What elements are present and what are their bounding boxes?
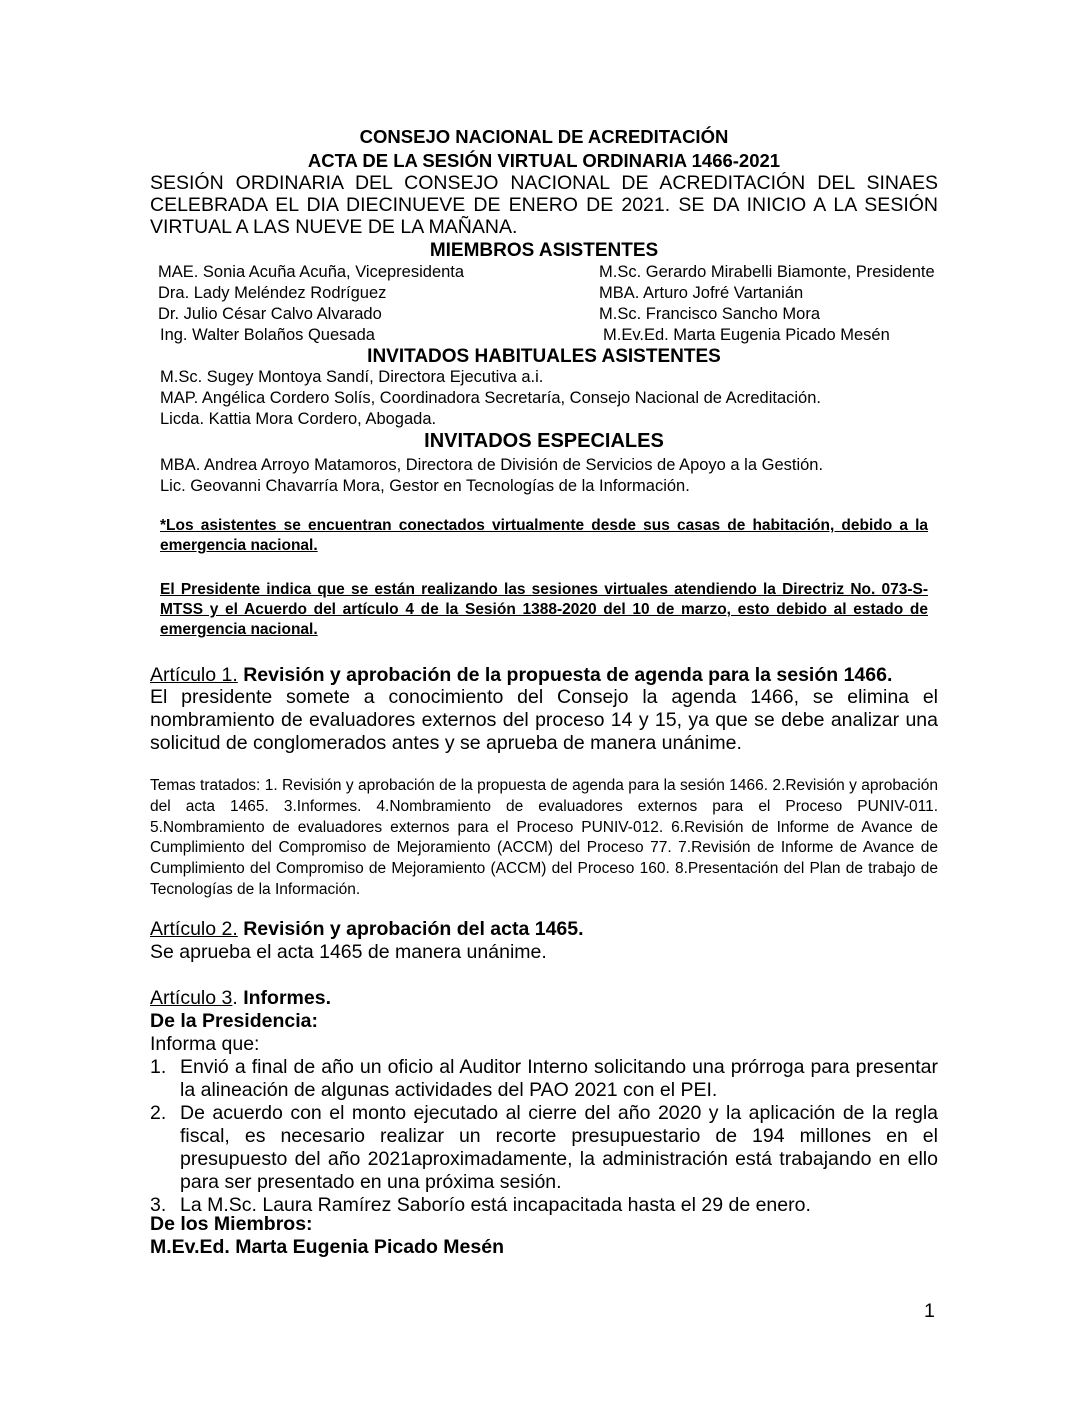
article-2-heading (150, 918, 584, 941)
list-item: 3. La M.Sc. Laura Ramírez Saborío está incapacitada hasta el 29 de enero. (150, 1194, 811, 1216)
members-reports-heading: De los Miembros: (150, 1213, 313, 1235)
list-item: 1. Envió a final de año un oficio al Auditor Interno solicitando una prórroga para presentar la alineación de algunas actividades del PAO 2021 con el PEI. (150, 1056, 938, 1101)
article-2-label: Artículo 2. (150, 918, 238, 940)
member-report-name: M.Ev.Ed. Marta Eugenia Picado Mesén (150, 1236, 504, 1258)
council-title: CONSEJO NACIONAL DE ACREDITACIÓN (359, 126, 729, 147)
member-left-2: Dra. Lady Meléndez Rodríguez (158, 284, 387, 302)
article-3-heading (150, 987, 331, 1010)
session-title: ACTA DE LA SESIÓN VIRTUAL ORDINARIA 1466-2021 (307, 150, 781, 171)
list-item: 2. De acuerdo con el monto ejecutado al cierre del año 2020 y la aplicación de la regla fiscal, es necesario realizar un recorte presupuestario de 194 millones en el presupuesto del año 2021aproximadamente, la administración está trabajando en ello para ser presentado en una próxima sesión. (150, 1102, 938, 1193)
member-right-2: MBA. Arturo Jofré Vartanián (599, 284, 804, 302)
article-1-title: Revisión y aprobación de la propuesta de agenda para la sesión 1466. (243, 664, 893, 686)
article-2-body: Se aprueba el acta 1465 de manera unánime. (150, 941, 547, 963)
member-right-3: M.Sc. Francisco Sancho Mora (599, 305, 820, 323)
article-2-title: Revisión y aprobación del acta 1465. (243, 918, 584, 940)
member-left-1: MAE. Sonia Acuña Acuña, Vicepresidenta (158, 263, 465, 281)
habitual-guest-3: Licda. Kattia Mora Cordero, Abogada. (160, 410, 437, 428)
habitual-guest-1: M.Sc. Sugey Montoya Sandí, Directora Ejecutiva a.i. (160, 368, 544, 386)
presidency-report-list (150, 1056, 938, 1217)
member-right-1: M.Sc. Gerardo Mirabelli Biamonte, Presidente (599, 263, 935, 281)
article-3-title: Informes. (243, 987, 331, 1009)
article-3-label: Artículo 3 (150, 987, 233, 1009)
article-3-separator: . (232, 987, 244, 1009)
informs-label: Informa que: (150, 1033, 260, 1055)
members-heading: MIEMBROS ASISTENTES (429, 240, 659, 261)
article-1-label: Artículo 1. (150, 664, 238, 686)
session-intro: SESIÓN ORDINARIA DEL CONSEJO NACIONAL DE ACREDITACIÓN DEL SINAES CELEBRADA EL DIA DIECINUEVE DE ENERO DE 2021. SE DA INICIO A LA SESIÓN VIRTUAL A LAS NUEVE DE LA MAÑANA. (150, 172, 938, 238)
topics-treated: Temas tratados: 1. Revisión y aprobación de la propuesta de agenda para la sesión 1466. 2.Revisión y aprobación del acta 1465. 3.Informes. 4.Nombramiento de evaluadores externos para el Proceso PUNIV-011. 5.Nombramiento de evaluadores externos para el Proceso PUNIV-012. 6.Revisión de Informe de Avance de Cumplimiento del Compromiso de Mejoramiento (ACCM) del Proceso 77. 7.Revisión de Informe de Avance de Cumplimiento del Compromiso de Mejoramiento (ACCM) del Proceso 160. 8.Presentación del Plan de trabajo de Tecnologías de la Información. (150, 777, 938, 898)
article-1-body: El presidente somete a conocimiento del Consejo la agenda 1466, se elimina el nombramiento de evaluadores externos del proceso 14 y 15, ya que se debe analizar una solicitud de conglomerados antes y se aprueba de manera unánime. (150, 686, 938, 754)
special-guest-1: MBA. Andrea Arroyo Matamoros, Directora de División de Servicios de Apoyo a la Gestión. (160, 456, 824, 474)
page-number: 1 (924, 1300, 935, 1322)
habitual-guests-heading: INVITADOS HABITUALES ASISTENTES (367, 346, 721, 367)
member-left-4: Ing. Walter Bolaños Quesada (160, 326, 375, 344)
presidency-heading: De la Presidencia: (150, 1010, 318, 1032)
directive-note: El Presidente indica que se están realizando las sesiones virtuales atendiendo la Directriz No. 073-S-MTSS y el Acuerdo del artículo 4 de la Sesión 1388-2020 del 10 de marzo, esto debido al estado de emergencia nacional. (160, 581, 928, 638)
special-guests-heading: INVITADOS ESPECIALES (424, 430, 664, 452)
habitual-guest-2: MAP. Angélica Cordero Solís, Coordinadora Secretaría, Consejo Nacional de Acreditación. (160, 389, 821, 407)
member-left-3: Dr. Julio César Calvo Alvarado (158, 305, 382, 323)
special-guest-2: Lic. Geovanni Chavarría Mora, Gestor en Tecnologías de la Información. (160, 477, 690, 495)
article-1-heading (150, 664, 892, 687)
member-right-4: M.Ev.Ed. Marta Eugenia Picado Mesén (603, 326, 890, 344)
virtual-attendance-note: *Los asistentes se encuentran conectados virtualmente desde sus casas de habitación, debido a la emergencia nacional. (160, 517, 928, 554)
